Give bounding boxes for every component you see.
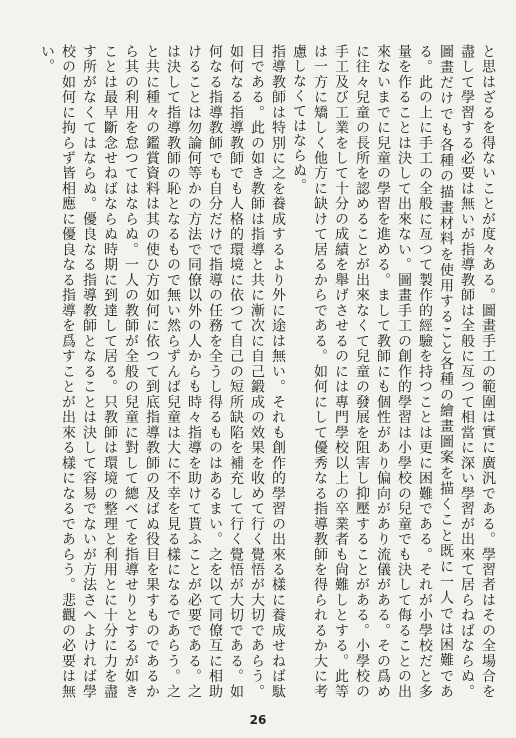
paragraph-2: 指導教師は特別に之を養成するより外に途は無い。それも創作的學習の出來る樣に養成せねば駄目である。此の如き教師は指導と共に漸次に自己鍛成の效果を收めて行く覺悟が大切であらう。如何なる指導教師でも人格的環境に依つて自己の短所缺陷を補充して行く覺悟が大切である。如何なる指導教師でも自分だけで指導の任務を全うし得るものはあるまい。之を以て同僚互に相助けることは勿論何等かの方法で同僚以外の人からも時々指導を助けて貰ふことが必要である。之は決して指導教師の恥となるもので無い然らずんば兒童は大に不幸を見る樣になるであらう。之と共に種々の鑑賞資料は其の使ひ方如何に依つて到底指導教師の及ばぬ役目を果すものであるから其の利用を怠つてはならぬ。一人の教師が全般の兒童に對して總べてを指導せりとするが如きことは最早斷念せねばならぬ時期に到達して居る。只教師は環境の整理と利用とに十分に力を盡す所がなくてはならぬ。優良なる指導教師となることは決して容易でないが方法さへよければ學校の如何に拘らず皆相應に優良なる指導を爲すことが出來る樣になるであらう。悲觀の必要は無い。 (39, 44, 286, 699)
page-number: 26 (249, 713, 267, 727)
vertical-text-body (39, 44, 498, 699)
paragraph-1: と思はざるを得ないことが度々ある。圖畫手工の範圍は實に廣汎である。學習者はその全場合を盡して學習する必要は無いが指導教師は全般に亙つて相當に深い學習が出來て居らねばならぬ。圖畫だけでも各種の描畫材料を使用すること各種の繪畫圖案を描くこと既に一人では困難である。此の上に手工の全般に亙つて製作的經驗を持つことは更に困難である。それが小學校だと多量を作ることは決して出來ない。圖畫手工の創作的學習は小學校の兒童でも決して侮ることの出來ないまでに兒童の學習を進める。まして教師にも個性があり偏向があり流儀がある。その爲めに往々兒童の長所を認めることが出來なくて兒童の發展を阻害し抑壓することがある。小學校の手工及び工業をして十分の成績を舉げさせるのには專門學校以上の卒業者も尙難しとする。此等は一方に矯しく他方に缺けて居るからである。如何にして優秀なる指導教師を得られるか大に考慮しなくてはならぬ。 (291, 44, 496, 699)
